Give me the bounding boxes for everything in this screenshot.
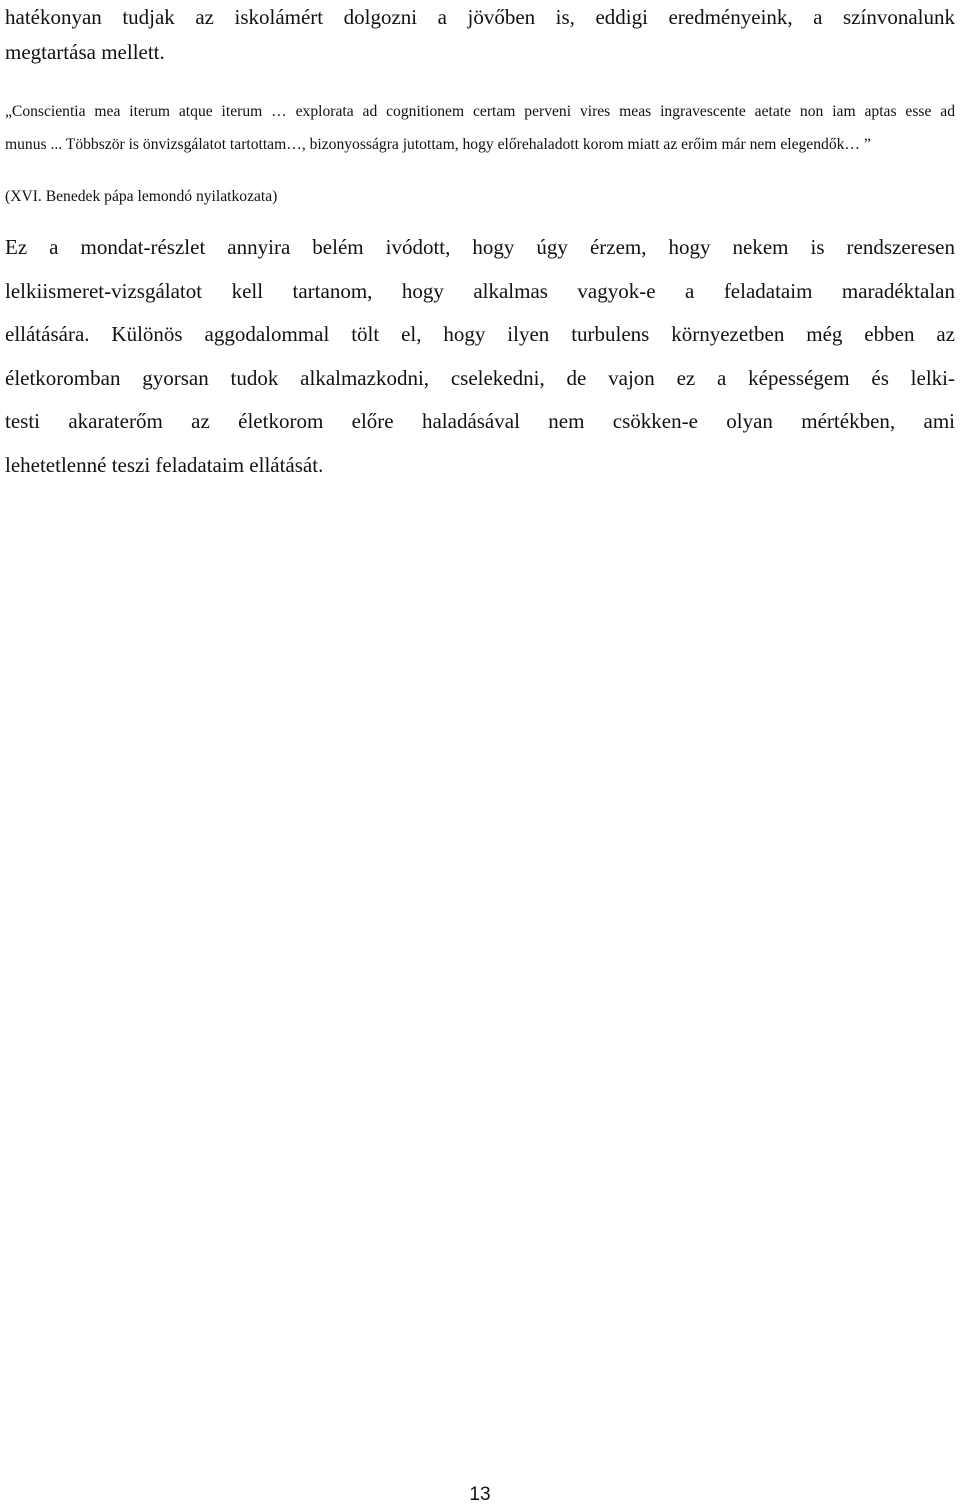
- latin-quote: [5, 95, 955, 161]
- page-number: 13: [469, 1484, 491, 1505]
- body-line: ellátására. Különös aggodalommal tölt el, hogy ilyen turbulens környezetben még ebben az: [5, 322, 955, 346]
- body-line: lehetetlenné teszi feladataim ellátását.: [5, 452, 324, 477]
- body-line: lelkiismeret-vizsgálatot kell tartanom, hogy alkalmas vagyok-e a feladataim maradéktalan: [5, 278, 955, 303]
- intro-paragraph: [5, 0, 955, 70]
- intro-line-1: hatékonyan tudjak az iskolámért dolgozni a jövőben is, eddigi eredményeink, a színvonalunk: [5, 5, 955, 29]
- body-line: Ez a mondat-részlet annyira belém ivódott, hogy úgy érzem, hogy nekem is rendszeresen: [5, 235, 955, 259]
- body-line: életkoromban gyorsan tudok alkalmazkodni, cselekedni, de vajon ez a képességem és lelki-: [5, 365, 955, 390]
- quote-source: (XVI. Benedek pápa lemondó nyilatkozata): [5, 188, 278, 205]
- quote-line-1: „Conscientia mea iterum atque iterum … explorata ad cognitionem certam perveni vires meas ingravescente aetate non iam aptas esse ad: [5, 103, 955, 120]
- body-paragraph: [5, 226, 955, 487]
- body-line: testi akaraterőm az életkorom előre haladásával nem csökken-e olyan mértékben, ami: [5, 409, 955, 433]
- intro-line-2: megtartása mellett.: [5, 40, 165, 64]
- quote-line-2: munus ... Többször is önvizsgálatot tartottam…, bizonyosságra jutottam, hogy előrehaladott korom miatt az erőim már nem elegendők… ”: [5, 136, 871, 153]
